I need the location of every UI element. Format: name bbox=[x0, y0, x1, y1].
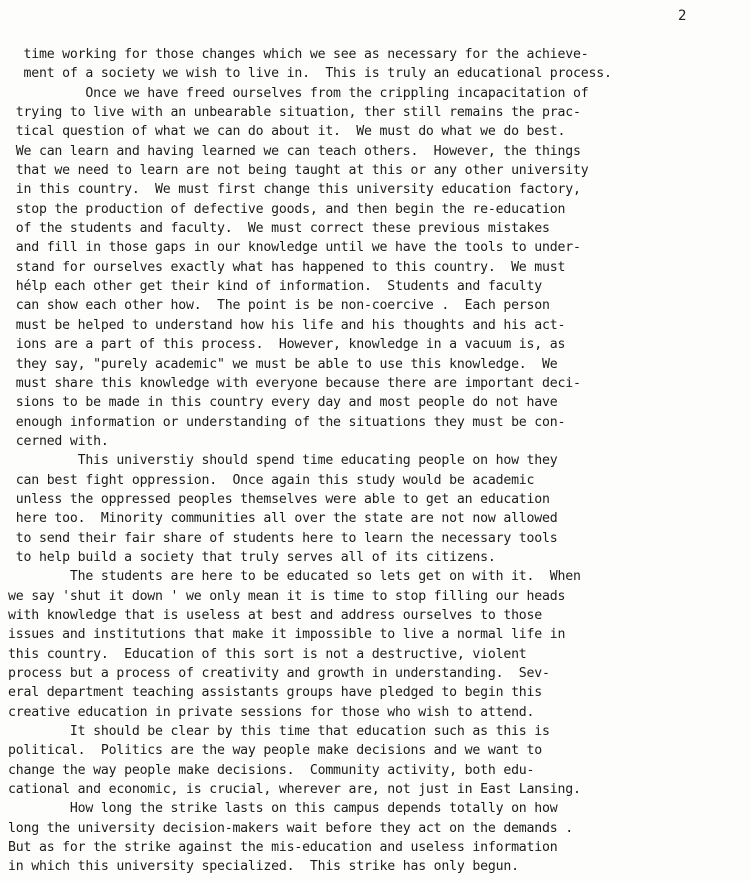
text-line: eral department teaching assistants groups have pledged to begin this bbox=[8, 685, 543, 701]
text-line: they say, "purely academic" we must be able to use this knowledge. We bbox=[8, 356, 558, 372]
text-line: sions to be made in this country every day and most people do not have bbox=[8, 395, 558, 411]
document-body bbox=[8, 45, 750, 877]
text-line: with knowledge that is useless at best and address ourselves to those bbox=[8, 607, 543, 623]
text-line: change the way people make decisions. Community activity, both edu- bbox=[8, 762, 535, 778]
text-line: cerned with. bbox=[8, 433, 109, 449]
text-line: this country. Education of this sort is not a destructive, violent bbox=[8, 646, 527, 662]
text-line: process but a process of creativity and growth in understanding. Sev- bbox=[8, 666, 550, 681]
text-line: stop the production of defective goods, and then begin the re-education bbox=[8, 201, 566, 217]
text-line: The students are here to be educated so lets get on with it. When bbox=[8, 569, 581, 585]
text-line: We can learn and having learned we can teach others. However, the things bbox=[8, 143, 581, 159]
text-line: This universtiy should spend time educating people on how they bbox=[8, 453, 558, 469]
text-line: cational and economic, is crucial, wherever are, not just in East Lansing. bbox=[8, 782, 581, 798]
text-line: Once we have freed ourselves from the crippling incapacitation of bbox=[8, 85, 589, 101]
text-line: can show each other how. The point is be non-coercive . Each person bbox=[8, 298, 550, 314]
text-line: But as for the strike against the mis-education and useless information bbox=[8, 840, 558, 856]
text-line: stand for ourselves exactly what has happened to this country. We must bbox=[8, 259, 566, 275]
text-line: in this country. We must first change this university education factory, bbox=[8, 182, 581, 198]
text-line: must share this knowledge with everyone because there are important deci- bbox=[8, 375, 581, 391]
text-line: must be helped to understand how his life and his thoughts and his act- bbox=[8, 317, 566, 333]
text-line: and fill in those gaps in our knowledge until we have the tools to under- bbox=[8, 240, 581, 256]
text-line: hélp each other get their kind of information. Students and faculty bbox=[8, 279, 543, 295]
text-line: to help build a society that truly serves all of its citizens. bbox=[8, 549, 496, 565]
text-line: we say 'shut it down ' we only mean it is time to stop filling our heads bbox=[8, 588, 566, 604]
text-line: enough information or understanding of the situations they must be con- bbox=[8, 414, 566, 430]
text-line: trying to live with an unbearable situation, ther still remains the prac- bbox=[8, 105, 581, 121]
text-line: to send their fair share of students here to learn the necessary tools bbox=[8, 530, 558, 546]
text-line: long the university decision-makers wait before they act on the demands . bbox=[8, 820, 573, 836]
text-line: time working for those changes which we see as necessary for the achieve- bbox=[8, 47, 589, 62]
text-line: issues and institutions that make it impossible to live a normal life in bbox=[8, 627, 566, 643]
text-line: tical question of what we can do about it. We must do what we do best. bbox=[8, 124, 566, 140]
page-number: 2 bbox=[678, 8, 687, 24]
text-line: can best fight oppression. Once again this study would be academic bbox=[8, 472, 535, 488]
text-line: creative education in private sessions for those who wish to attend. bbox=[8, 704, 535, 720]
text-line: that we need to learn are not being taught at this or any other university bbox=[8, 163, 589, 179]
text-line: How long the strike lasts on this campus depends totally on how bbox=[8, 801, 558, 817]
text-line: unless the oppressed peoples themselves were able to get an education bbox=[8, 491, 550, 507]
text-line: here too. Minority communities all over the state are not now allowed bbox=[8, 511, 558, 527]
text-line: political. Politics are the way people make decisions and we want to bbox=[8, 743, 543, 759]
text-line: ions are a part of this process. However, knowledge in a vacuum is, as bbox=[8, 337, 566, 353]
text-line: It should be clear by this time that education such as this is bbox=[8, 724, 550, 740]
text-line: in which this university specialized. This strike has only begun. bbox=[8, 859, 519, 875]
text-line: of the students and faculty. We must correct these previous mistakes bbox=[8, 221, 550, 237]
text-line: ment of a society we wish to live in. This is truly an educational process. bbox=[8, 66, 612, 82]
